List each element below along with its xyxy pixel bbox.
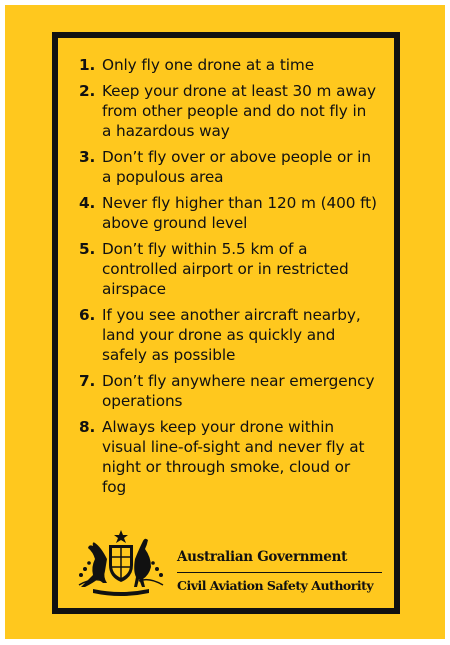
agency-name: Civil Aviation Safety Authority [177,578,374,593]
rule-item [79,417,379,497]
branding-divider [177,572,382,573]
government-branding [73,529,387,601]
rule-number: 3. [79,148,96,166]
rule-number: 7. [79,372,96,390]
rule-text: Never fly higher than 120 m (400 ft) above ground level [102,194,377,232]
rule-number: 5. [79,240,96,258]
rule-item [79,239,379,299]
rule-item [79,147,379,187]
rule-number: 2. [79,82,96,100]
government-name: Australian Government [177,549,348,565]
rule-text: Don’t fly within 5.5 km of a controlled airport or in restricted airspace [102,240,349,298]
rule-item [79,55,379,75]
rule-text: Always keep your drone within visual line-of-sight and never fly at night or through smoke, cloud or fog [102,418,365,496]
rule-number: 1. [79,56,96,74]
rule-number: 6. [79,306,96,324]
rule-text: Don’t fly anywhere near emergency operations [102,372,375,410]
drone-rules-card [5,5,445,639]
rule-text: If you see another aircraft nearby, land your drone as quickly and safely as possible [102,306,361,364]
rule-item [79,81,379,141]
rule-item [79,193,379,233]
drone-rules-list [79,55,379,503]
coat-of-arms-icon [73,529,169,601]
rule-number: 4. [79,194,96,212]
rule-number: 8. [79,418,96,436]
rule-item [79,371,379,411]
rule-text: Keep your drone at least 30 m away from other people and do not fly in a hazardous way [102,82,377,140]
rule-text: Don’t fly over or above people or in a populous area [102,148,371,186]
rule-text: Only fly one drone at a time [102,56,314,74]
rule-item [79,305,379,365]
